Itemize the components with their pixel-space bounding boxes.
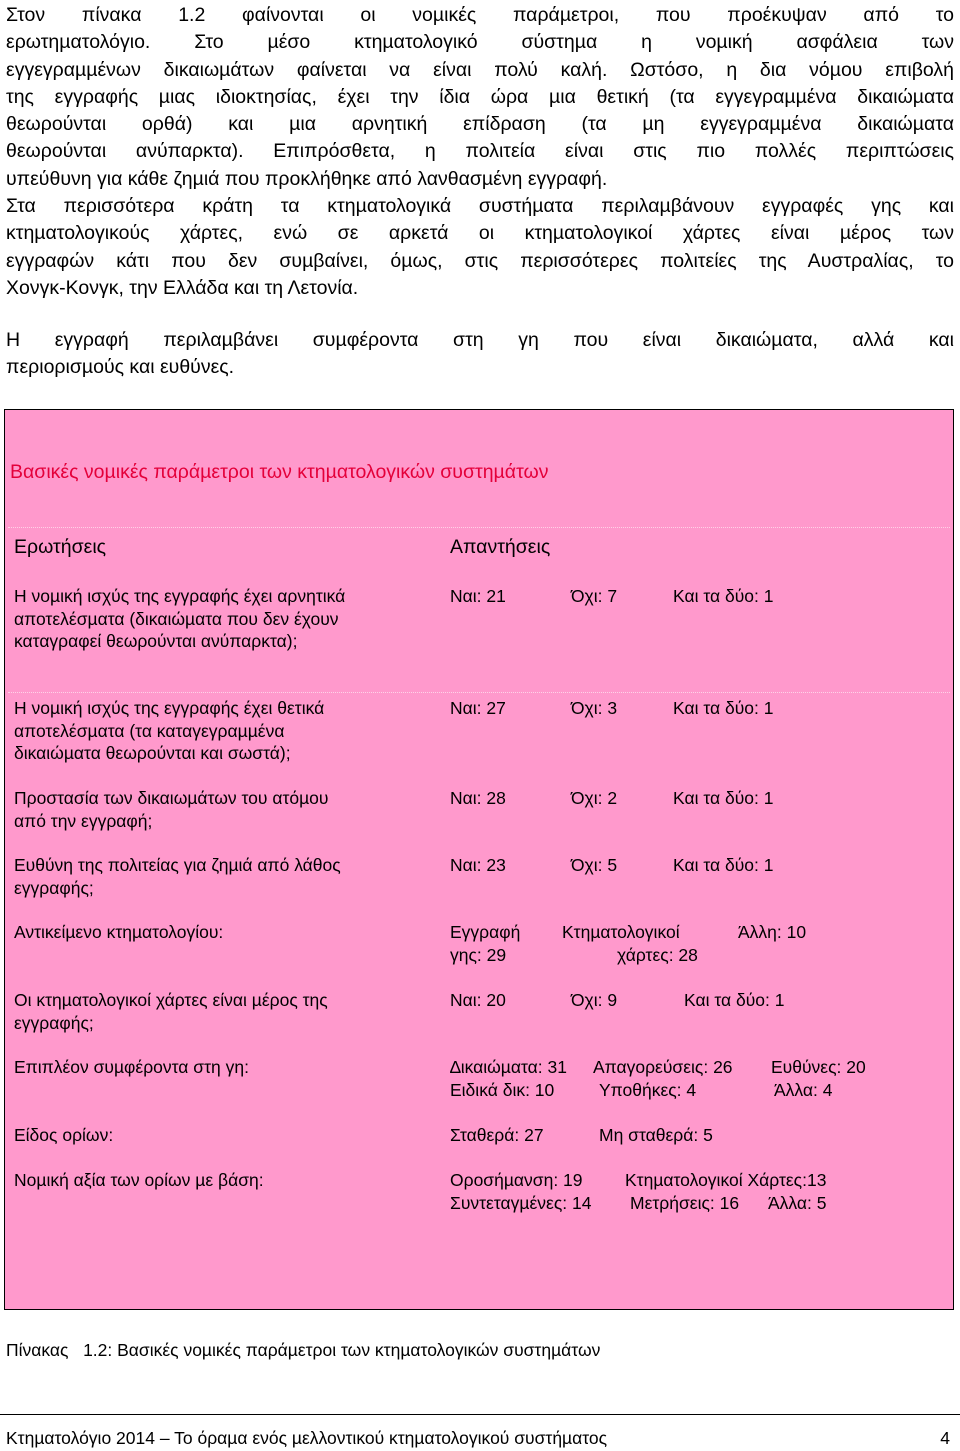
row-divider xyxy=(8,692,950,693)
table-row-question: Οι κτηµατολογικοί χάρτες είναι µέρος της εγγραφής; xyxy=(14,990,328,1033)
answer-value: χάρτες: 28 xyxy=(617,945,698,965)
table-title: Βασικές νοµικές παράµετροι των κτηµατολογικών συστηµάτων xyxy=(10,461,549,483)
second-paragraph xyxy=(6,327,954,382)
answer-value: Άλλα: 4 xyxy=(774,1080,833,1100)
text-line: Στον πίνακα 1.2 φαίνονται οι νοµικές παράµετροι, που προέκυψαν από το xyxy=(6,4,954,26)
answer-value: Ευθύνες: 20 xyxy=(771,1057,866,1077)
text-line: περιορισµούς και ευθύνες. xyxy=(6,356,235,379)
text-line: Χονγκ-Κονγκ, την Ελλάδα και τη Λετονία. xyxy=(6,276,359,299)
answer-value: Συντεταγµένες: 14 xyxy=(450,1193,592,1213)
answer-value: Και τα δύο: 1 xyxy=(673,788,774,808)
answer-value: Ειδικά δικ: 10 xyxy=(450,1080,555,1100)
footer-divider xyxy=(0,1414,960,1415)
intro-paragraph xyxy=(6,2,954,302)
answer-value: Άλλα: 5 xyxy=(768,1193,827,1213)
answer-value: Και τα δύο: 1 xyxy=(684,990,785,1010)
answer-value: Όχι: 3 xyxy=(571,698,618,718)
answer-value: Απαγορεύσεις: 26 xyxy=(593,1057,733,1077)
answer-value: Σταθερά: 27 xyxy=(450,1125,544,1145)
answer-value: Και τα δύο: 1 xyxy=(673,698,774,718)
text-line: Στα περισσότερα κράτη τα κτηµατολογικά συστήµατα περιλαµβάνουν εγγραφές γης και xyxy=(6,195,954,218)
table-row-question: Νοµική αξία των ορίων µε βάση: xyxy=(14,1170,264,1190)
answer-value: Όχι: 2 xyxy=(571,788,618,808)
answers-column-header: Απαντήσεις xyxy=(450,536,551,558)
answer-value: Εγγραφή xyxy=(450,922,521,942)
answer-value: Και τα δύο: 1 xyxy=(673,586,774,606)
answer-value: Ναι: 21 xyxy=(450,586,506,606)
questions-column-header: Ερωτήσεις xyxy=(14,536,107,558)
answer-value: Όχι: 5 xyxy=(571,855,618,875)
answer-value: Κτηµατολογικοί xyxy=(562,922,680,942)
answer-value: ∆ικαιώµατα: 31 xyxy=(450,1057,567,1077)
text-line: της εγγραφής µιας ιδιοκτησίας, έχει την ίδια ώρα µια θετική (τα εγγεγραµµένα δικαιώµατα xyxy=(6,85,954,108)
table-row-question: Επιπλέον συµφέροντα στη γη: xyxy=(14,1057,249,1077)
table-row-question: Προστασία των δικαιωµάτων του ατόµου από την εγγραφή; xyxy=(14,788,329,831)
footer-title: Κτηµατολόγιο 2014 – Το όραµα ενός µελλοντικού κτηµατολογικού συστήµατος xyxy=(6,1428,608,1448)
text-line: Η εγγραφή περιλαµβάνει συµφέροντα στη γη που είναι δικαιώµατα, αλλά και xyxy=(6,329,954,351)
page-number: 4 xyxy=(940,1428,950,1448)
text-line: εγγεγραµµένων δικαιωµάτων φαίνεται να είναι πολύ καλή. Ωστόσο, η δια νόµου επιβολή xyxy=(6,58,954,81)
answer-value: Οροσήµανση: 19 xyxy=(450,1170,583,1190)
table-row-question: Η νοµική ισχύς της εγγραφής έχει αρνητικά αποτελέσµατα (δικαιώµατα που δεν έχουν καταγραφεί θεωρούνται ανύπαρκτα); xyxy=(14,586,346,651)
text-line: θεωρούνται ορθά) και µια αρνητική επίδραση (τα µη εγγεγραµµένα δικαιώµατα xyxy=(6,113,954,136)
table-row-question: Είδος ορίων: xyxy=(14,1125,114,1145)
answer-value: Και τα δύο: 1 xyxy=(673,855,774,875)
row-divider xyxy=(8,527,950,528)
answer-value: Όχι: 7 xyxy=(571,586,618,606)
table-caption: Πίνακας 1.2: Βασικές νοµικές παράµετροι των κτηµατολογικών συστηµάτων xyxy=(6,1340,601,1360)
text-line: κτηµατολογικούς χάρτες, ενώ σε αρκετά οι κτηµατολογικοί χάρτες είναι µέρος των xyxy=(6,222,954,245)
answer-value: Μη σταθερά: 5 xyxy=(599,1125,713,1145)
text-line: εγγραφών κάτι που δεν συµβαίνει, όµως, στις περισσότερες πολιτείες της Αυστραλίας, το xyxy=(6,249,954,272)
answer-value: Κτηµατολογικοί Χάρτες:13 xyxy=(625,1170,827,1190)
text-line: υπεύθυνη για κάθε ζηµιά που προκλήθηκε από λανθασµένη εγγραφή. xyxy=(6,167,608,190)
answer-value: Ναι: 20 xyxy=(450,990,506,1010)
table-row-question: Αντικείµενο κτηµατολογίου: xyxy=(14,922,224,942)
answer-value: γης: 29 xyxy=(450,945,507,965)
table-row-question: Ευθύνη της πολιτείας για ζηµιά από λάθος εγγραφής; xyxy=(14,855,341,898)
answer-value: Ναι: 23 xyxy=(450,855,506,875)
answer-value: Μετρήσεις: 16 xyxy=(630,1193,740,1213)
answer-value: Όχι: 9 xyxy=(571,990,618,1010)
answer-value: Άλλη: 10 xyxy=(738,922,807,942)
table-row-question: Η νοµική ισχύς της εγγραφής έχει θετικά αποτελέσµατα (τα καταγεγραµµένα δικαιώµατα θεωρούνται και σωστά); xyxy=(14,698,325,763)
text-line: θεωρούνται ανύπαρκτα). Επιπρόσθετα, η πολιτεία είναι στις πιο πολλές περιπτώσεις xyxy=(6,140,954,163)
answer-value: Ναι: 27 xyxy=(450,698,506,718)
answer-value: Υποθήκες: 4 xyxy=(599,1080,697,1100)
text-line: ερωτηµατολόγιο. Στο µέσο κτηµατολογικό σύστηµα η νοµική ασφάλεια των xyxy=(6,31,954,54)
answer-value: Ναι: 28 xyxy=(450,788,506,808)
